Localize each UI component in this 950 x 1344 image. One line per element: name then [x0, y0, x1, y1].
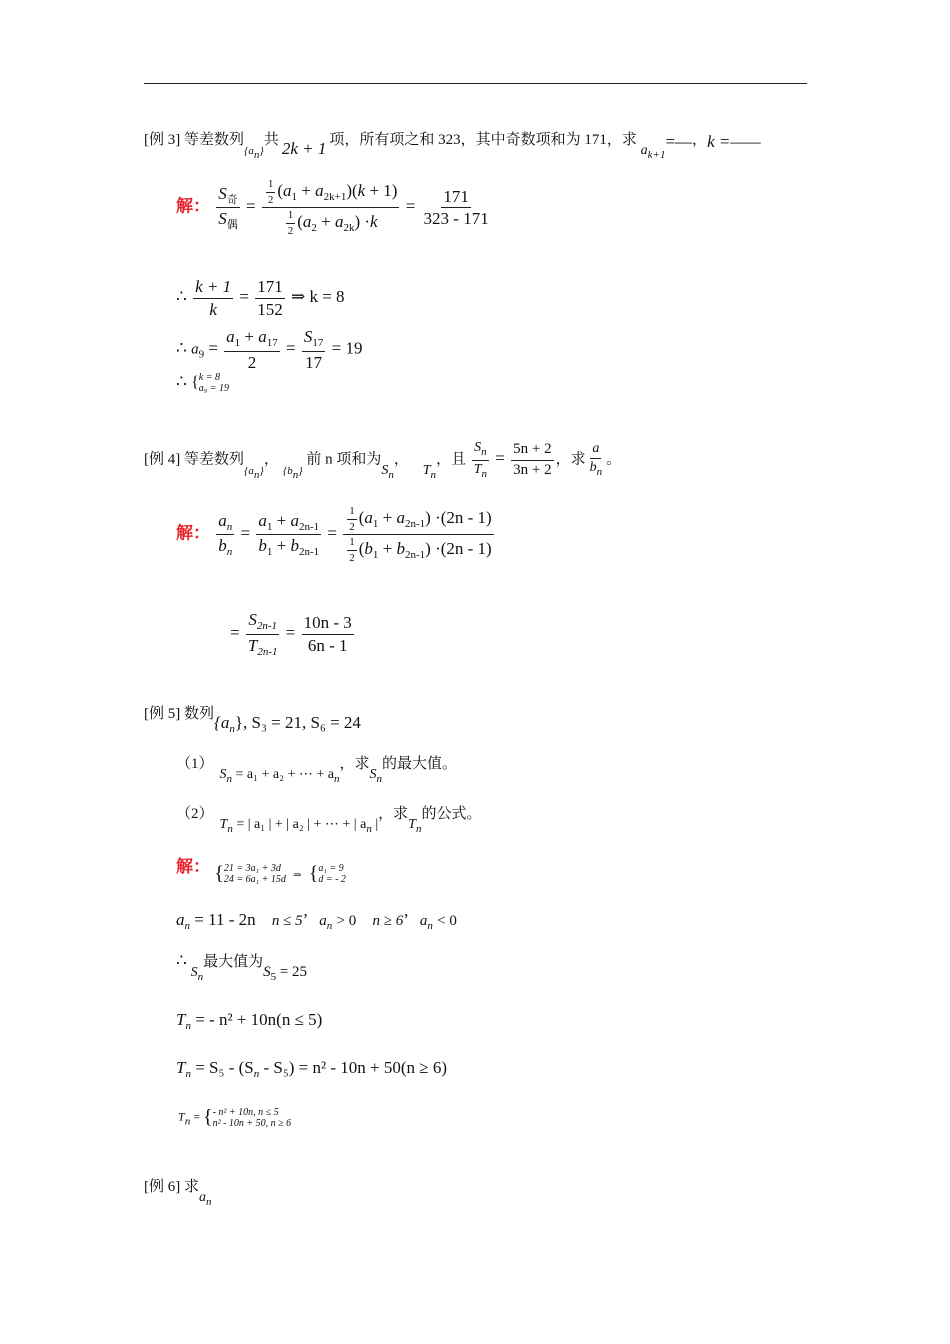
- example-5-an-line: $a_n = 11 - 2n$ n ≤ 5’ $a_n > 0$ n ≥ 6’ $a_n < 0$: [176, 910, 457, 932]
- example-3-solution-line-3: ∴ $a_9$ = $\frac{a_1 + a_{17}}{2}$ = $\frac{S_{17}}{17}$ = 19: [176, 327, 363, 372]
- example-3-solution-line-2: ∴ $\frac{k + 1}{k}$ = $\frac{171}{152}$ ⇒ k = 8: [176, 277, 345, 319]
- example-3-statement: [例 3] 等差数列$_{\{an\}}$共 2k + 1 项，所有项之和 323，其中奇数项和为 171，求 $a_{k+1}=—$，k =——: [144, 132, 761, 161]
- example-5-tn-piecewise: Tn = { - n² + 10n, n ≤ 5 n² - 10n + 50, n ≥ 6: [178, 1106, 292, 1129]
- example-5-tn-line-2: $T_n = S_5 - (S_n - S_5) = n^2 - 10n + 50(n \ge 6)$: [176, 1058, 448, 1080]
- example-5-part-2: $(2)T_n$ = | a₁ | + | a₂ | + ⋯ + | $a_n$ |，求$T_n$的公式。: [176, 806, 482, 835]
- example-label: [例 3]: [144, 132, 181, 148]
- example-label: [例 4]: [144, 451, 181, 468]
- example-3-solution-line-1: 解： $\frac{S_奇}{S_偶}$ = $\frac{1}{2}$ $(a_1 + a_{2k+1})(k + 1)$ $\frac{1}{2}$ $(a_2 + a_{2k}) \cdot k$ = $\frac{171}{323 - 171}$: [176, 178, 489, 237]
- solution-label: 解：: [176, 857, 210, 876]
- example-5-max-line: ∴ $S_n$最大值为$S_5 = 25$: [176, 951, 308, 983]
- solution-label: 解：: [176, 196, 210, 216]
- solution-label: 解：: [176, 523, 210, 543]
- header-rule: [144, 83, 807, 84]
- example-5-part-1: $(1)S_n = a_1 + a_2$ + ⋯ + $a_n$，求$S_n$的最大值。: [176, 756, 458, 785]
- example-5-solution-system: 解： { 21 = 3a₁ + 3d 24 = 6a₁ + 15d ⇒ { a₁ = 9 d = - 2: [176, 857, 346, 886]
- example-4-solution-line-1: 解： $\frac{a_n}{b_n}$ = $\frac{a_1 + a_{2n-1}}{b_1 + b_{2n-1}}$ = $\frac{1}{2}$ $(a_1 + a_{2n-1}) \cdot(2n - 1)$ $\frac{1}{2}$ $(b_1 + b_{2n-1}) \cdot(2n - 1)$: [176, 505, 492, 564]
- example-5-tn-line-1: $T_n$ = - n² + 10n(n ≤ 5): [176, 1010, 323, 1032]
- example-5-statement: [例 5] 数列$\{a_n\}$, S₃ = 21, S₆ = 24: [144, 706, 361, 735]
- example-label: [例 5]: [144, 706, 181, 722]
- example-3-solution-line-4: ∴ { k = 8 a₉ = 19: [176, 372, 229, 395]
- example-4-solution-line-2: = $\frac{S_{2n-1}}{T_{2n-1}}$ = $\frac{10n - 3}{6n - 1}$: [230, 610, 352, 658]
- example-4-statement: [例 4] 等差数列$_{\{an\}}$，$_{\{bn\}}$ 前 n 项和为$S_n$， $T_n$，且 $\frac{S_n}{T_n}$ = $\frac{5n + 2}{3n + 2}$ ，求 $\frac{a}{b_n}$ 。: [144, 440, 622, 481]
- example-6-statement: [例 6] 求$a_n$: [144, 1179, 212, 1208]
- example-label: [例 6]: [144, 1179, 181, 1195]
